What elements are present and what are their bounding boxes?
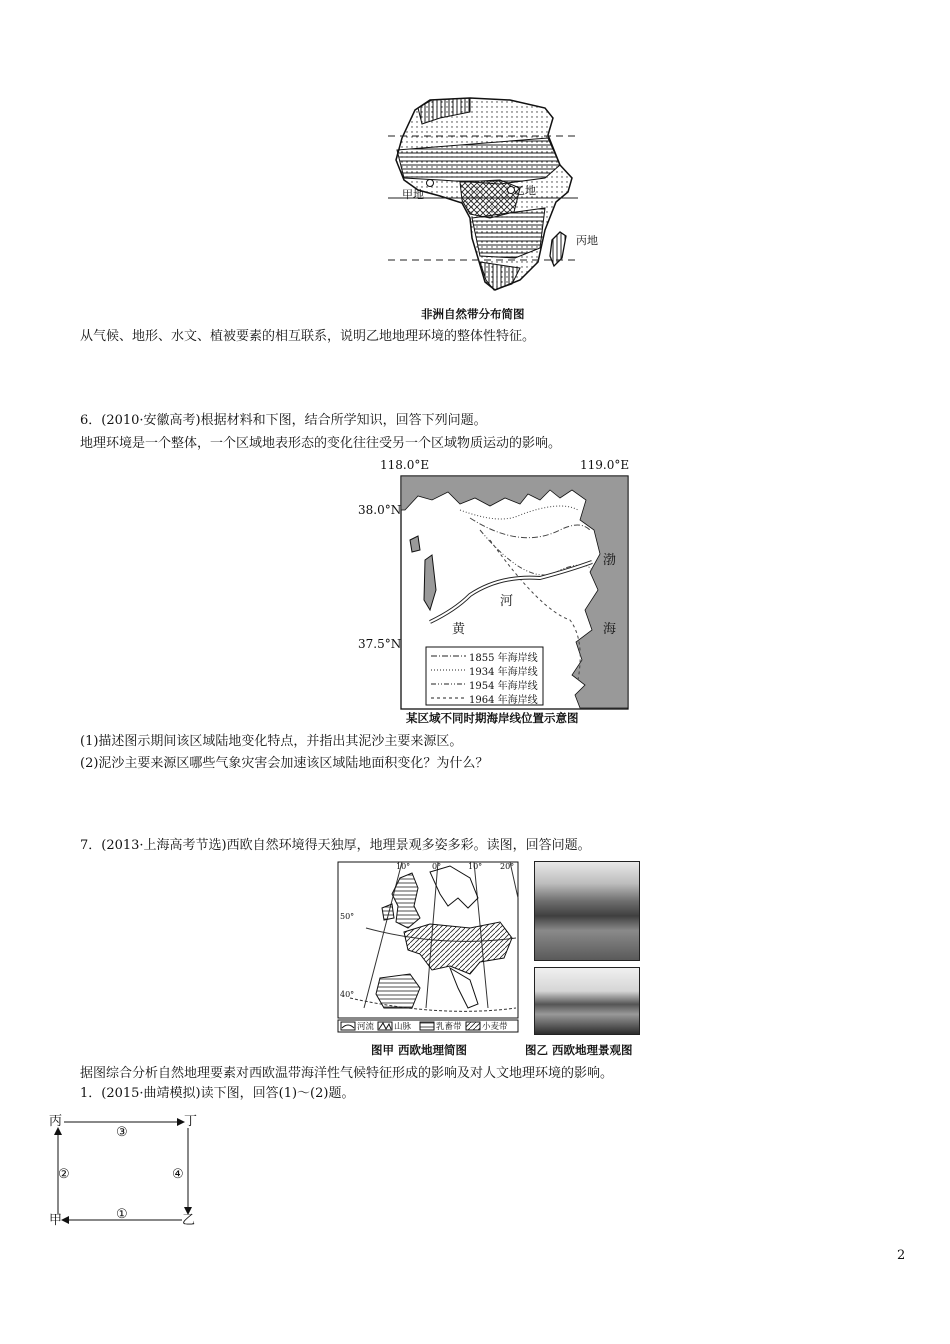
eu-legend-river: 河流 xyxy=(357,1022,375,1032)
eu-lat-40: 40° xyxy=(340,990,355,999)
legend-1855: 1855 年海岸线 xyxy=(469,653,538,664)
eu-lon-1: 10° xyxy=(396,862,411,871)
sea-label-bo: 渤 xyxy=(603,553,617,568)
q6-material: 地理环境是一个整体，一个区域地表形态的变化往往受另一个区域物质运动的影响。 xyxy=(80,436,562,451)
eu-lon-4: 20° xyxy=(500,862,515,871)
page-number: 2 xyxy=(897,1248,906,1263)
eu-lat-50: 50° xyxy=(340,912,355,921)
arrow-label-4: ④ xyxy=(172,1167,184,1182)
arrow-label-3: ③ xyxy=(116,1125,128,1140)
corner-bing: 丙 xyxy=(49,1114,63,1129)
eu-lon-2: 0° xyxy=(432,862,442,871)
corner-ding: 丁 xyxy=(184,1114,198,1129)
eu-legend-mountain: 山脉 xyxy=(394,1022,412,1032)
q7-heading: 7．(2013·上海高考节选)西欧自然环境得天独厚，地理景观多姿多彩。读图，回答问题。 xyxy=(80,838,591,853)
africa-map-caption: 非洲自然带分布简图 xyxy=(421,307,525,321)
caption-figure-a: 图甲 西欧地理简图 xyxy=(371,1043,468,1057)
legend-1964: 1964 年海岸线 xyxy=(469,695,538,706)
q6-sub2: (2)泥沙主要来源区哪些气象灾害会加速该区域陆地面积变化？为什么？ xyxy=(80,756,489,771)
legend-1954: 1954 年海岸线 xyxy=(469,681,538,692)
cycle-diagram xyxy=(0,1110,950,1230)
q5-question: 从气候、地形、水文、植被要素的相互联系，说明乙地地理环境的整体性特征。 xyxy=(80,329,536,344)
lon-118: 118.0°E xyxy=(380,458,430,472)
lat-375: 37.5°N xyxy=(358,637,402,651)
label-bing: 丙地 xyxy=(576,234,598,247)
landscape-photo-harbor xyxy=(534,967,640,1035)
sea-label-hai: 海 xyxy=(603,622,617,637)
q6-sub1: (1)描述图示期间该区域陆地变化特点，并指出其泥沙主要来源区。 xyxy=(80,734,463,749)
arrow-label-2: ② xyxy=(58,1167,70,1182)
corner-jia: 甲 xyxy=(49,1213,63,1228)
west-europe-map xyxy=(0,858,950,1048)
africa-map xyxy=(0,0,950,320)
label-yi: 乙地 xyxy=(514,184,536,197)
lon-119: 119.0°E xyxy=(580,458,630,472)
river-label-he: 河 xyxy=(500,594,514,609)
eu-lon-3: 10° xyxy=(468,862,483,871)
q7-question: 据图综合分析自然地理要素对西欧温带海洋性气候特征形成的影响及对人文地理环境的影响。 xyxy=(80,1066,614,1081)
caption-figure-b: 图乙 西欧地理景观图 xyxy=(525,1043,633,1057)
arrow-label-1: ① xyxy=(116,1207,128,1222)
eu-legend-dairy: 乳畜带 xyxy=(436,1022,462,1032)
eu-legend-wheat: 小麦带 xyxy=(482,1022,508,1032)
coastline-map-caption: 某区域不同时期海岸线位置示意图 xyxy=(406,711,579,725)
corner-yi: 乙 xyxy=(182,1213,196,1228)
legend-1934: 1934 年海岸线 xyxy=(469,667,538,678)
q6-heading: 6．(2010·安徽高考)根据材料和下图，结合所学知识，回答下列问题。 xyxy=(80,413,487,428)
lat-38: 38.0°N xyxy=(358,503,402,517)
label-jia: 甲地 xyxy=(402,188,424,201)
q1-heading: 1．(2015·曲靖模拟)读下图，回答(1)～(2)题。 xyxy=(80,1086,355,1101)
landscape-photo-alps xyxy=(534,861,640,961)
river-label-huang: 黄 xyxy=(452,622,466,637)
